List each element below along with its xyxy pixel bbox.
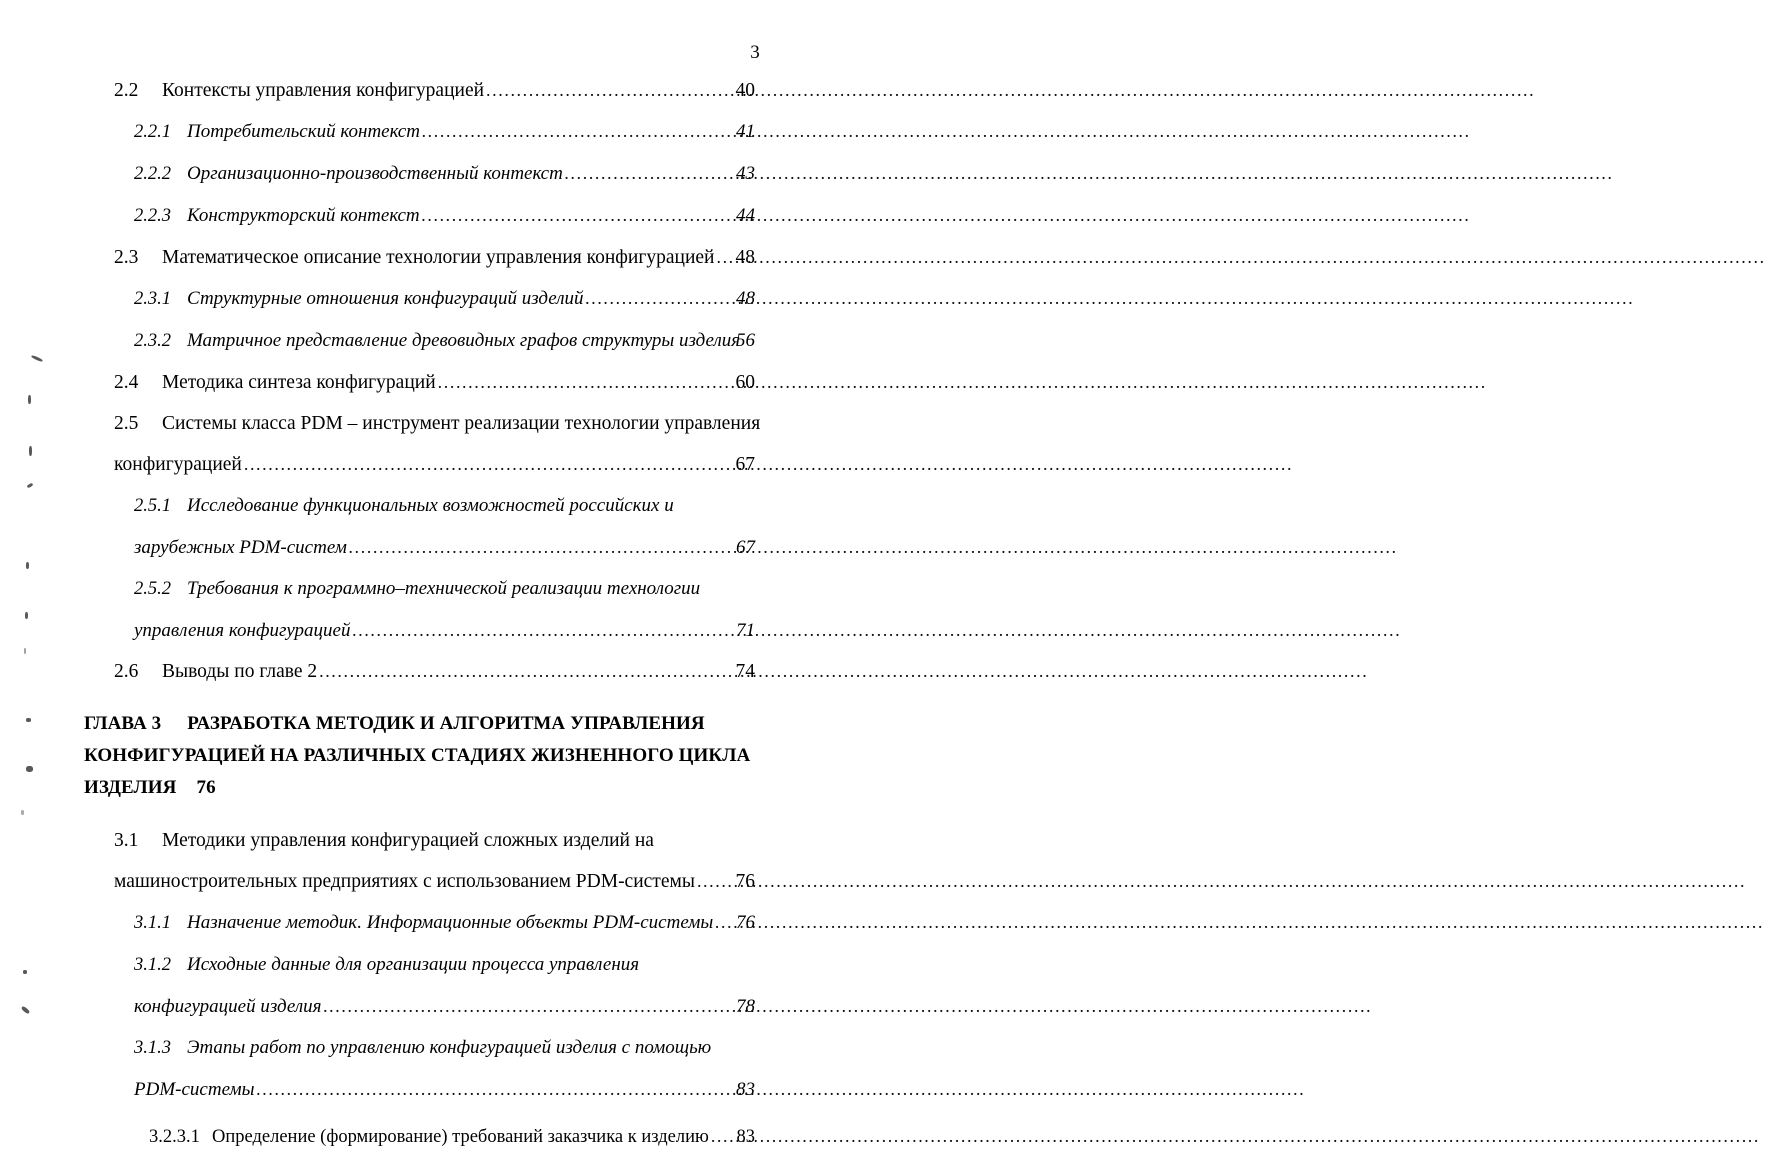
toc-chapter-heading[interactable] — [84, 708, 767, 804]
toc-entry-page: 43 — [736, 163, 755, 184]
dot-leader — [486, 70, 733, 111]
toc-entry-number: 2.2.2 — [134, 164, 171, 184]
toc-entry-page: 67 — [735, 454, 755, 475]
toc-entry-title: Математическое описание технологии управления конфигурацией — [162, 247, 715, 268]
toc-entry-title: Контексты управления конфигурацией — [162, 80, 485, 101]
toc-entry-page: 76 — [735, 871, 755, 892]
toc-entry-page: 74 — [735, 661, 755, 682]
toc-entry[interactable] — [0, 195, 797, 237]
toc-entry-page: 44 — [736, 205, 755, 226]
toc-entry[interactable] — [0, 320, 797, 362]
toc-entry-title-line1: Методики управления конфигурацией сложных изделий на — [162, 830, 654, 851]
toc-entry-title: Организационно-производственный контекст — [187, 163, 563, 184]
toc-entry-page: 40 — [735, 80, 755, 101]
toc-entry[interactable] — [0, 1027, 797, 1110]
dot-leader — [438, 362, 734, 403]
toc-entry[interactable] — [0, 403, 797, 485]
toc-entry-title: Потребительский контекст — [187, 121, 420, 142]
toc-entry-title-line2: PDM-системы — [134, 1079, 255, 1100]
toc-entry-title: Конструкторский контекст — [187, 205, 420, 226]
toc-entry[interactable] — [0, 153, 797, 195]
toc-entry-title: Структурные отношения конфигураций изделий — [187, 288, 584, 309]
dot-leader — [323, 986, 734, 1027]
page-number: 3 — [750, 42, 760, 63]
toc-entry-page: 67 — [736, 537, 755, 558]
dot-leader — [257, 1069, 734, 1110]
toc-entry-number: 2.5.1 — [134, 496, 171, 516]
toc-chapter-title-line2: КОНФИГУРАЦИЕЙ НА РАЗЛИЧНЫХ СТАДИЯХ ЖИЗНЕННОГО ЦИКЛА — [84, 745, 751, 766]
document-page — [0, 0, 797, 1147]
dot-leader — [244, 444, 734, 485]
toc-entry-page: 60 — [735, 372, 755, 393]
toc-entry-number: 3.1.1 — [134, 913, 171, 933]
toc-entry[interactable] — [0, 820, 797, 902]
toc-entry-page: 56 — [736, 330, 755, 351]
dot-leader — [711, 1116, 735, 1157]
toc-entry-title: Матричное представление древовидных графов структуры изделия — [187, 330, 741, 351]
toc-entry-number: 3.2.3.1 — [149, 1127, 200, 1147]
toc-entry-number: 2.5.2 — [134, 579, 171, 599]
toc-entry-page: 48 — [735, 247, 755, 268]
toc-chapter-number: ГЛАВА 3 — [84, 713, 162, 734]
dot-leader — [349, 527, 734, 568]
toc-entry-number: 2.2.1 — [134, 122, 171, 142]
toc-entry-number: 2.4 — [114, 372, 139, 393]
dot-leader — [422, 111, 734, 152]
dot-leader — [565, 153, 734, 194]
toc-entry-page: 76 — [736, 912, 755, 933]
dot-leader — [716, 237, 733, 278]
toc-entry-title-line1: Требования к программно–технической реализации технологии — [187, 578, 701, 599]
toc-chapter-title-line3: ИЗДЕЛИЯ — [84, 777, 177, 798]
toc-entry-title-line1: Исходные данные для организации процесса управления — [187, 954, 640, 975]
toc-entry-number: 2.3.2 — [134, 331, 171, 351]
toc-entry-page: 83 — [736, 1127, 755, 1147]
toc-entry-title-line1: Этапы работ по управлению конфигурацией изделия с помощью — [187, 1037, 712, 1058]
dot-leader — [715, 902, 734, 943]
toc-entry-number: 2.2 — [114, 80, 139, 101]
toc-entry-number: 2.3.1 — [134, 289, 171, 309]
toc-entry[interactable] — [0, 362, 797, 403]
dot-leader — [319, 651, 733, 692]
toc-entry-title-line1: Системы класса PDM – инструмент реализации технологии управления — [162, 413, 761, 434]
toc-entry-page: 78 — [736, 996, 755, 1017]
toc-entry-number: 3.1 — [114, 830, 139, 851]
toc-chapter-title-line1: РАЗРАБОТКА МЕТОДИК И АЛГОРИТМА УПРАВЛЕНИЯ — [187, 713, 705, 734]
toc-entry[interactable] — [0, 278, 797, 320]
toc-entry-title-line2: машиностроительных предприятиях с использованием PDM-системы — [114, 871, 695, 892]
toc-entry[interactable] — [0, 70, 797, 111]
toc-entry[interactable] — [0, 485, 797, 568]
toc-entry-title-line2: конфигурацией изделия — [134, 996, 322, 1017]
toc-entry[interactable] — [0, 944, 797, 1027]
dot-leader — [697, 861, 734, 902]
toc-entry-title-line2: управления конфигурацией — [134, 620, 351, 641]
toc-entry-title-line1: Исследование функциональных возможностей российских и — [187, 495, 674, 516]
toc-entry-page: 71 — [736, 620, 755, 641]
toc-entry-number: 3.1.3 — [134, 1038, 171, 1058]
toc-entry-number: 2.6 — [114, 661, 139, 682]
dot-leader — [353, 610, 735, 651]
toc-entry[interactable] — [0, 902, 797, 944]
toc-entry-title-line2: зарубежных PDM-систем — [134, 537, 347, 558]
dot-leader — [422, 195, 734, 236]
toc-chapter-page: 76 — [196, 777, 216, 798]
toc-entry-number: 2.3 — [114, 247, 139, 268]
toc-entry[interactable] — [0, 111, 797, 153]
toc-entry-number: 2.5 — [114, 413, 139, 434]
toc-entry-title: Назначение методик. Информационные объекты PDM-системы — [187, 912, 714, 933]
toc-entry-title: Методика синтеза конфигураций — [162, 372, 436, 393]
toc-entry-number: 2.2.3 — [134, 206, 171, 226]
toc-entry[interactable] — [0, 651, 797, 692]
toc-entry-page: 41 — [736, 121, 755, 142]
table-of-contents — [0, 70, 797, 1158]
toc-entry-title: Определение (формирование) требований заказчика к изделию — [212, 1127, 709, 1147]
toc-entry[interactable] — [0, 1116, 797, 1158]
toc-entry-title: Выводы по главе 2 — [162, 661, 318, 682]
dot-leader — [586, 278, 735, 319]
toc-entry-page: 83 — [736, 1079, 755, 1100]
toc-entry[interactable] — [0, 568, 797, 651]
toc-entry-page: 48 — [736, 288, 755, 309]
toc-entry-number: 3.1.2 — [134, 955, 171, 975]
toc-entry-title-line2: конфигурацией — [114, 454, 242, 475]
toc-entry[interactable] — [0, 237, 797, 278]
